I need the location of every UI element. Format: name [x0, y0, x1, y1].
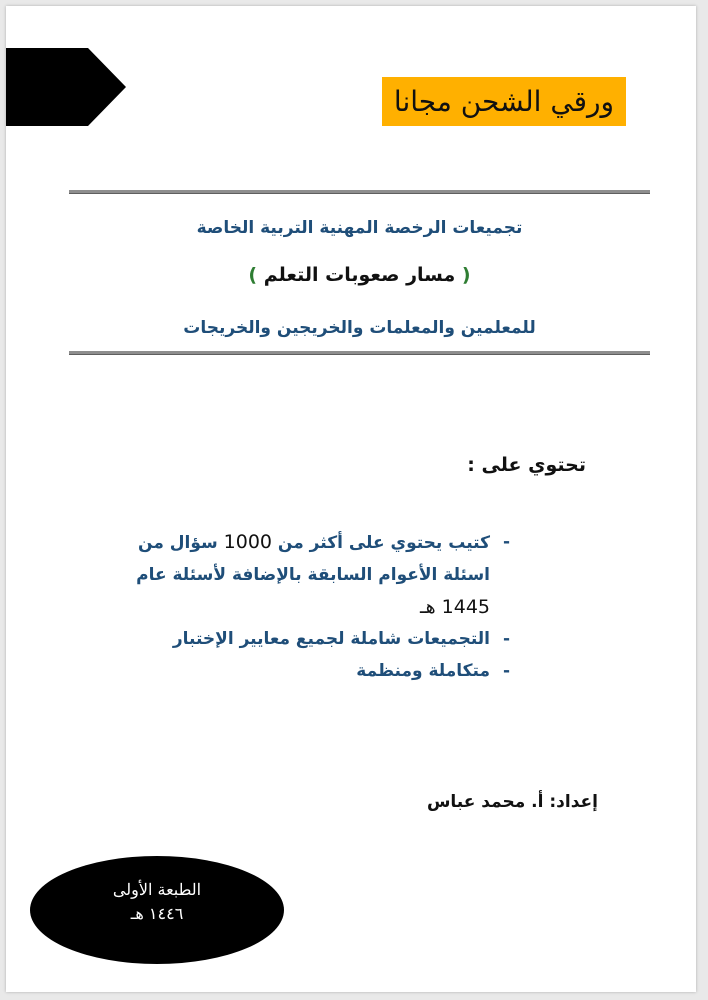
- title-track-close-paren: ): [248, 264, 258, 286]
- edition-year: ١٤٤٦ هـ: [130, 904, 184, 923]
- free-shipping-badge: ورقي الشحن مجانا: [382, 77, 626, 126]
- list-item-text-b: سؤال من اسئلة الأعوام السابقة بالإضافة لأسئلة عام: [136, 533, 490, 585]
- title-track-text: مسار صعوبات التعلم: [257, 264, 462, 286]
- edition-ellipse: [30, 856, 284, 964]
- arrow-banner-shape: [6, 48, 126, 126]
- list-dash: -: [502, 629, 510, 649]
- list-item-text-a: كتيب يحتوي على أكثر من: [272, 533, 490, 553]
- list-item-text: التجميعات شاملة لجميع معايير الإختبار: [172, 629, 490, 649]
- document-page: [6, 6, 696, 992]
- bottom-divider: [69, 351, 650, 355]
- contents-list: [130, 526, 510, 687]
- edition-label: الطبعة الأولى: [112, 880, 202, 899]
- list-item: [130, 655, 510, 687]
- list-item: [130, 526, 510, 623]
- contents-heading: تحتوي على :: [467, 454, 586, 476]
- list-item: [130, 623, 510, 655]
- list-item-number: 1000: [223, 531, 273, 553]
- list-item-text: متكاملة ومنظمة: [356, 661, 490, 681]
- top-divider: [69, 190, 650, 194]
- title-track: [69, 264, 650, 286]
- title-license-collections: تجميعات الرخصة المهنية التربية الخاصة: [196, 218, 523, 238]
- title-audience: للمعلمين والمعلمات والخريجين والخريجات: [183, 318, 536, 338]
- list-dash: -: [502, 661, 510, 681]
- title-track-open-paren: (: [461, 264, 471, 286]
- list-dash: -: [502, 532, 510, 552]
- list-item-year: 1445 هـ: [420, 596, 490, 618]
- author-credit: إعداد: أ. محمد عباس: [426, 792, 598, 812]
